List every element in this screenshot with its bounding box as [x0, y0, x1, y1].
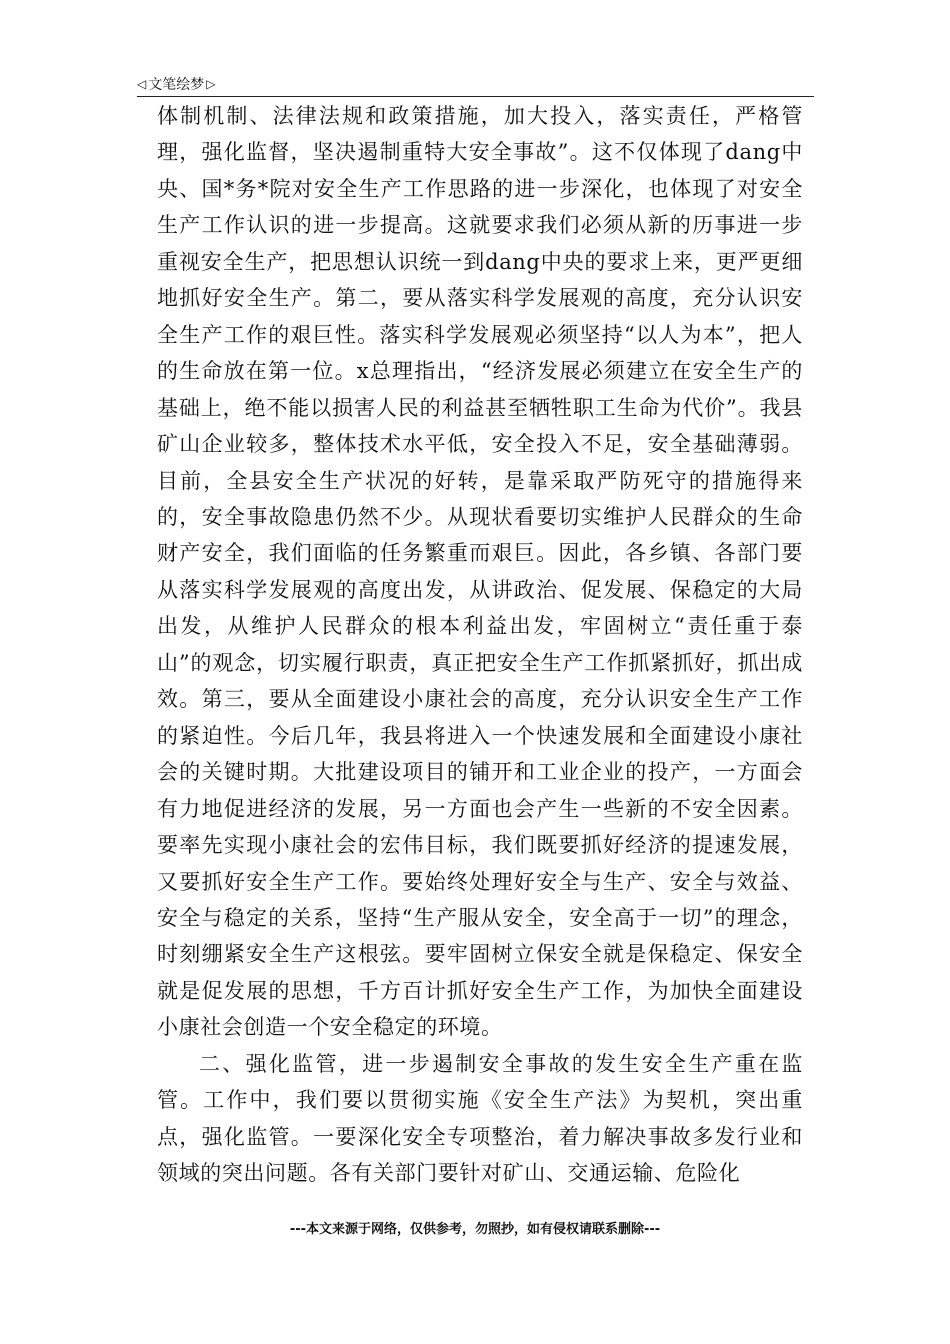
header-divider: [137, 96, 814, 97]
body-paragraph: 二、强化监管，进一步遏制安全事故的发生安全生产重在监管。工作中，我们要以贯彻实施《安全生产法》为契机，突出重点，强化监管。一要深化安全专项整治，着力解决事故多发行业和领域的突出问题。各有关部门要针对矿山、交通运输、危险化: [157, 1051, 803, 1186]
body-paragraph: 体制机制、法律法规和政策措施，加大投入，落实责任，严格管理，强化监督，坚决遏制重特大安全事故”。这不仅体现了dang中央、国*务*院对安全生产工作思路的进一步深化，也体现了对安全生产工作认识的进一步提高。这就要求我们必须从新的历事进一步重视安全生产，把思想认识统一到dang中央的要求上来，更严更细地抓好安全生产。第二，要从落实科学发展观的高度，充分认识安全生产工作的艰巨性。落实科学发展观必须坚持“以人为本”，把人的生命放在第一位。x总理指出，“经济发展必须建立在安全生产的基础上，绝不能以损害人民的利益甚至牺牲职工生命为代价”。我县矿山企业较多，整体技术水平低，安全投入不足，安全基础薄弱。目前，全县安全生产状况的好转，是靠采取严防死守的措施得来的，安全事故隐患仍然不少。从现状看要切实维护人民群众的生命财产安全，我们面临的任务繁重而艰巨。因此，各乡镇、各部门要从落实科学发展观的高度出发，从讲政治、促发展、保稳定的大局出发，从维护人民群众的根本利益出发，牢固树立“责任重于泰山”的观念，切实履行职责，真正把安全生产工作抓紧抓好，抓出成效。第三，要从全面建设小康社会的高度，充分认识安全生产工作的紧迫性。今后几年，我县将进入一个快速发展和全面建设小康社会的关键时期。大批建设项目的铺开和工业企业的投产，一方面会有力地促进经济的发展，另一方面也会产生一些新的不安全因素。要率先实现小康社会的宏伟目标，我们既要抓好经济的提速发展，又要抓好安全生产工作。要始终处理好安全与生产、安全与效益、安全与稳定的关系，坚持“生产服从安全，安全高于一切”的理念，时刻绷紧安全生产这根弦。要牢固树立保安全就是保稳定、保安全就是促发展的思想，千方百计抓好安全生产工作，为加快全面建设小康社会创造一个安全稳定的环境。: [157, 104, 803, 1040]
brand-name: 文笔绘梦: [148, 77, 205, 93]
left-triangle-icon: ◁: [137, 77, 147, 91]
right-triangle-icon: ▷: [206, 77, 216, 91]
document-body: [157, 98, 803, 1192]
document-header-brand: [137, 74, 215, 94]
footer-disclaimer: ---本文来源于网络，仅供参考，勿照抄，如有侵权请联系删除---: [289, 1222, 661, 1237]
